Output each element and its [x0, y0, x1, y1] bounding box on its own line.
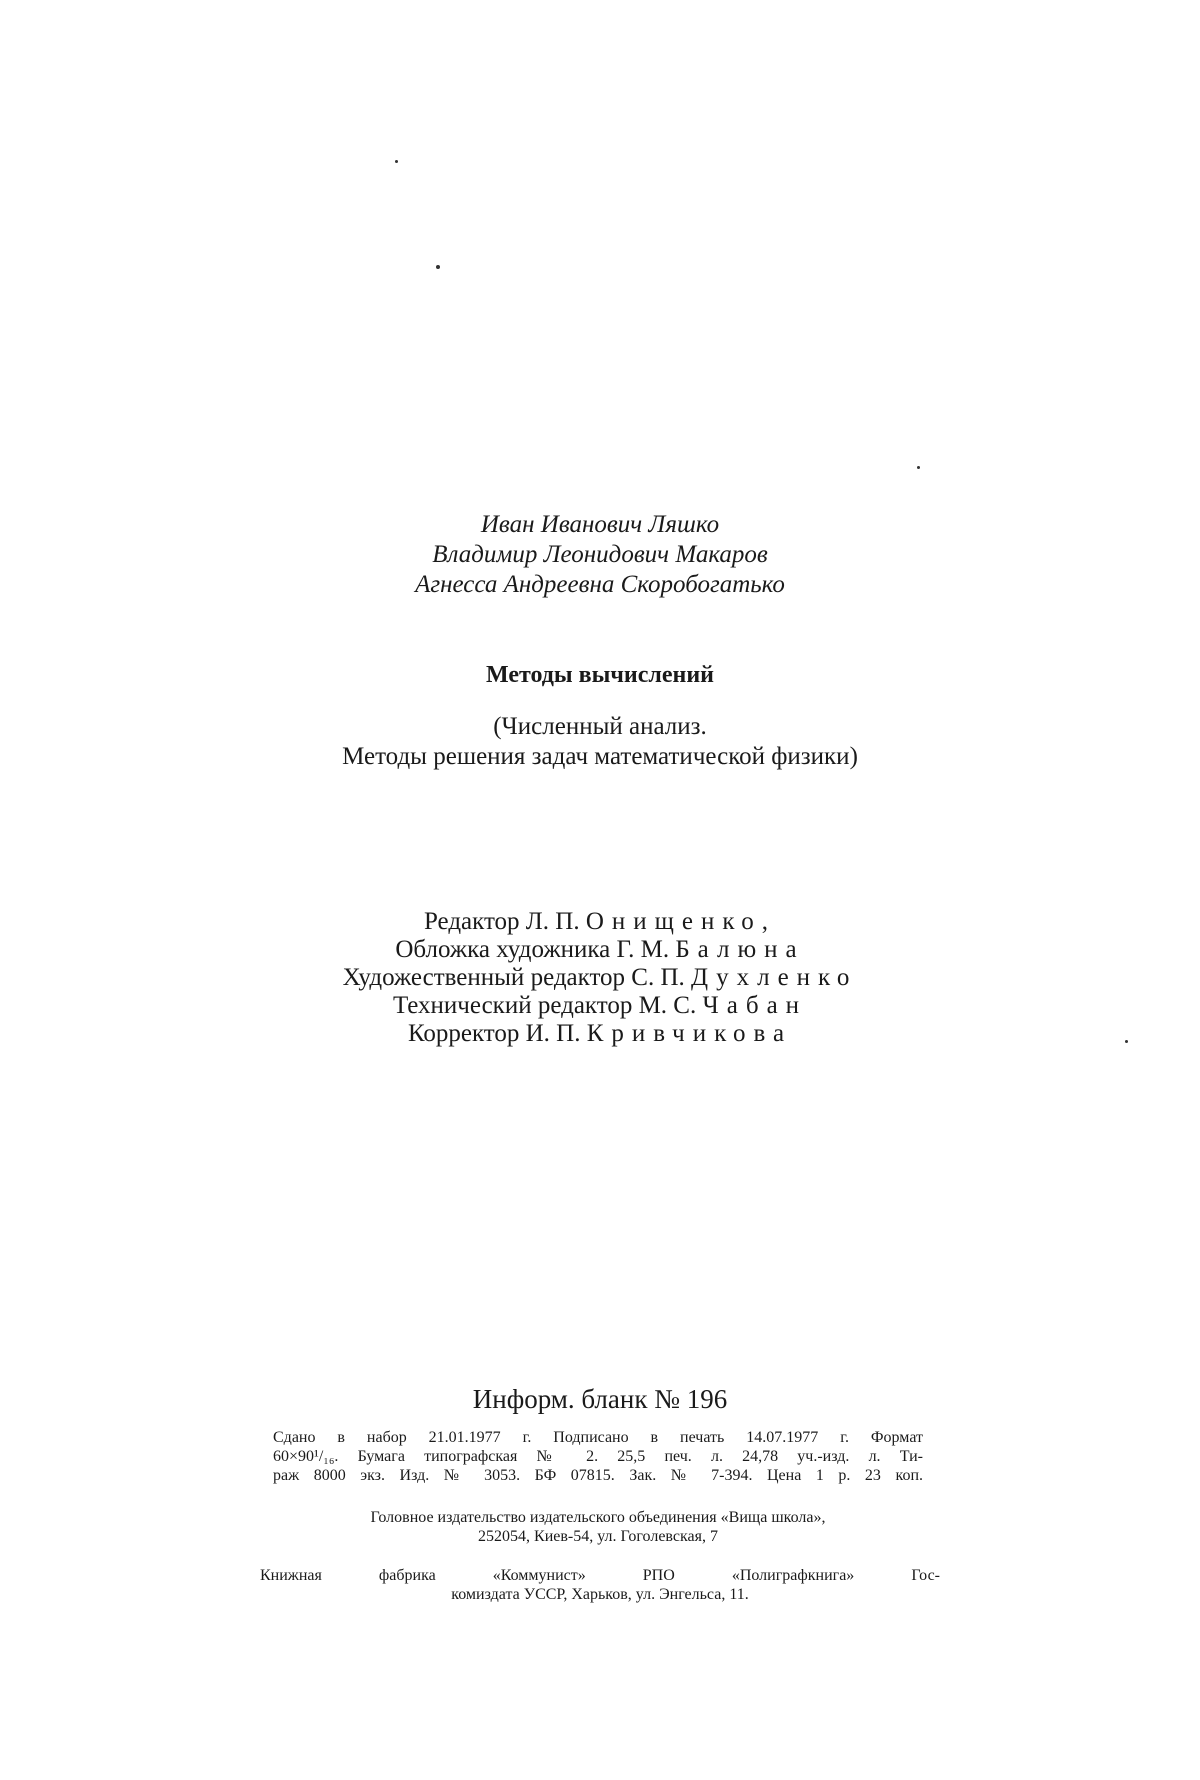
- staff-name: Кривчикова: [586, 1020, 793, 1047]
- staff-line: [0, 908, 1200, 936]
- publisher-line: Головное издательство издательского объединения «Вища школа»,: [370, 1509, 826, 1526]
- print-speck: [917, 466, 920, 469]
- print-data-line: раж 8000 экз. Изд. № 3053. БФ 07815. Зак. № 7-394. Цена 1 р. 23 коп.: [273, 1467, 923, 1484]
- book-subtitle: [0, 712, 1200, 772]
- printing-factory: [260, 1566, 940, 1604]
- editorial-staff: [0, 908, 1200, 1048]
- authors: [0, 510, 1200, 600]
- staff-line: [0, 1020, 1200, 1048]
- staff-role: Корректор И. П.: [407, 1020, 581, 1047]
- staff-line: [0, 964, 1200, 992]
- publisher-info: [270, 1508, 926, 1546]
- staff-line: [0, 992, 1200, 1020]
- author-name: Иван Иванович Ляшко: [480, 511, 720, 538]
- factory-line: комиздата УССР, Харьков, ул. Энгельса, 11.: [451, 1586, 749, 1603]
- book-title: Методы вычислений: [486, 662, 714, 688]
- author-name: Владимир Леонидович Макаров: [432, 541, 768, 568]
- staff-line: [0, 936, 1200, 964]
- print-speck: [436, 265, 440, 269]
- staff-role: Обложка художника Г. М.: [395, 936, 670, 963]
- staff-name: Духленко: [691, 964, 858, 991]
- staff-name: Балюна: [675, 936, 805, 963]
- staff-role: Редактор Л. П.: [423, 908, 580, 935]
- factory-line: Книжная фабрика «Коммунист» РПО «Полиграфкнига» Гос-: [260, 1567, 940, 1584]
- print-speck: [395, 160, 398, 163]
- staff-role: Художественный редактор С. П.: [342, 964, 685, 991]
- staff-role: Технический редактор М. С.: [392, 992, 697, 1019]
- staff-name: Онищенко,: [585, 908, 776, 935]
- subtitle-line: (Численный анализ.: [493, 713, 707, 740]
- author-name: Агнесса Андреевна Скоробогатько: [415, 571, 785, 598]
- publisher-line: 252054, Киев-54, ул. Гоголевская, 7: [478, 1528, 718, 1545]
- print-data-line: Сдано в набор 21.01.1977 г. Подписано в печать 14.07.1977 г. Формат: [273, 1429, 923, 1446]
- print-data-line: 60×90¹/₁₆. Бумага типографская № 2. 25,5 печ. л. 24,78 уч.-изд. л. Ти-: [273, 1448, 923, 1465]
- subtitle-line: Методы решения задач математической физики): [342, 743, 858, 770]
- staff-name: Чабан: [702, 992, 808, 1019]
- inform-blank: Информ. бланк № 196: [472, 1384, 728, 1414]
- print-data: [273, 1428, 923, 1485]
